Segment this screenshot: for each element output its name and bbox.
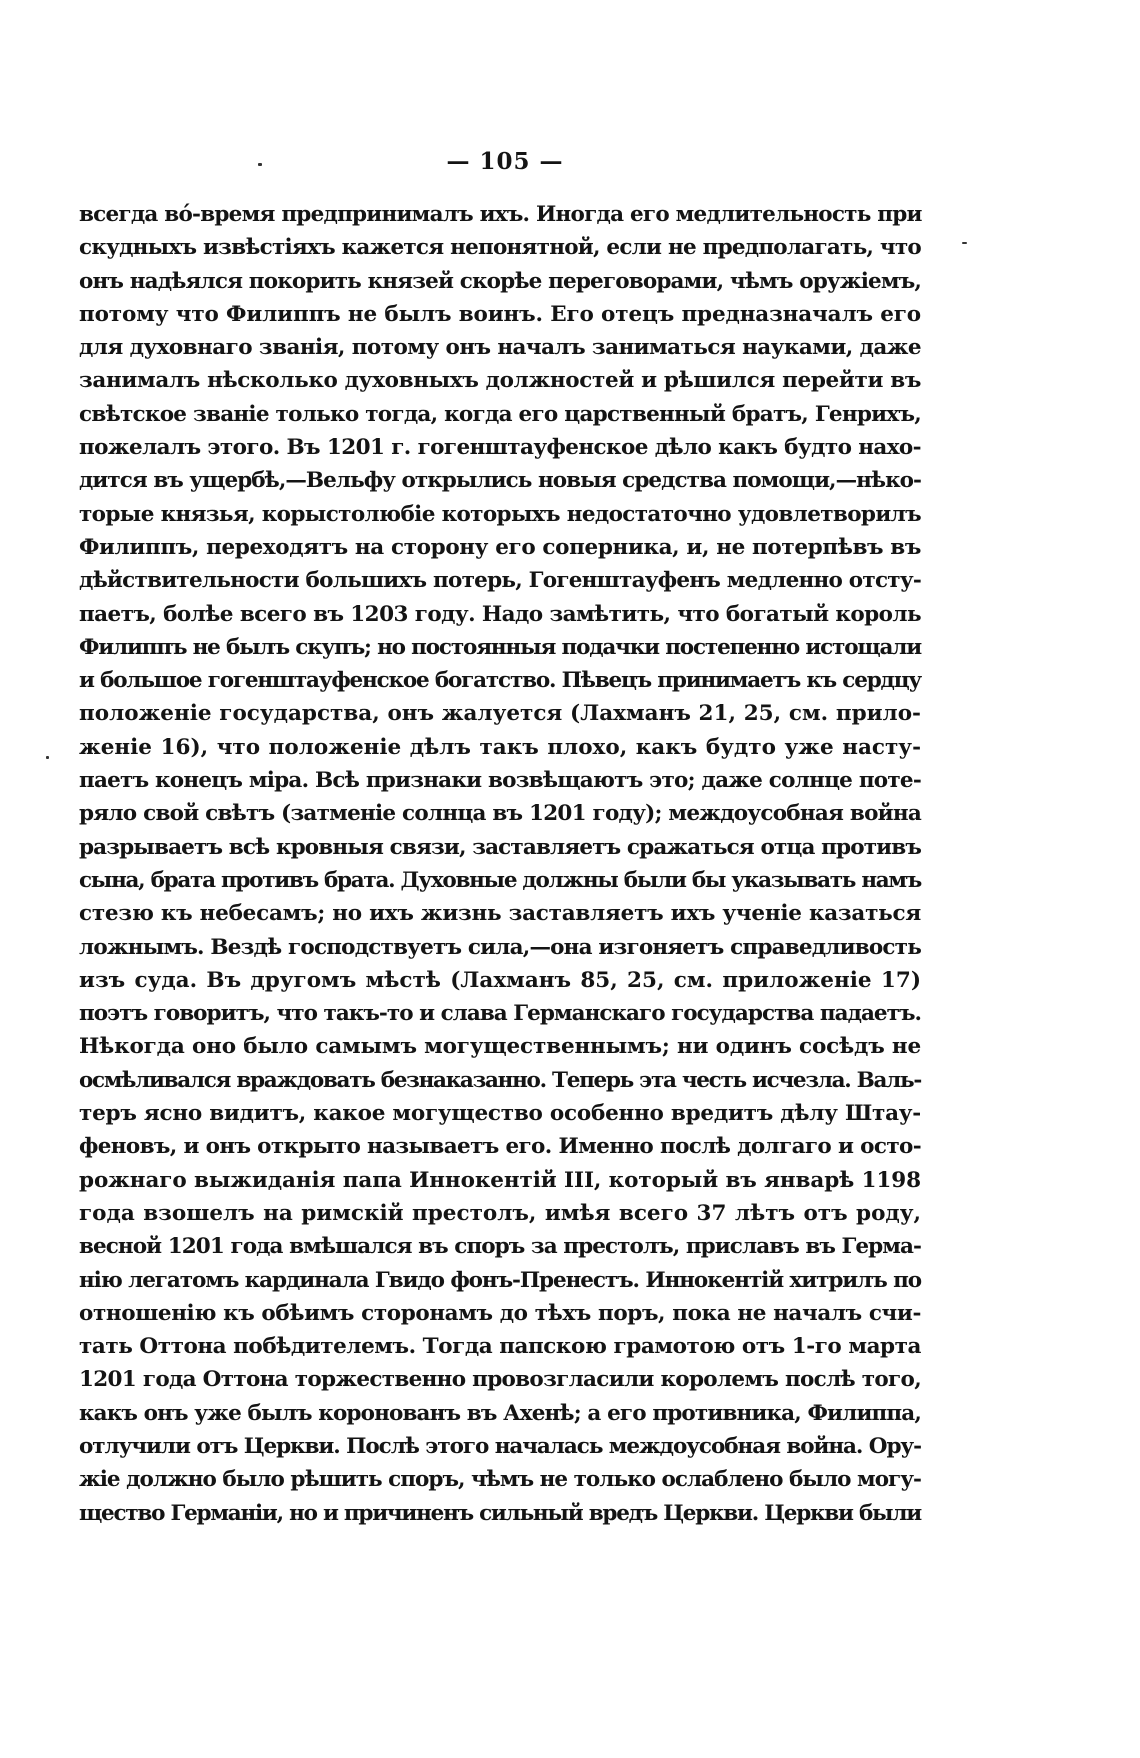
print-speck (962, 242, 967, 244)
text-line: положеніе государства, онъ жалуется (Лахманъ 21, 25, см. прило- (79, 701, 921, 727)
text-line: и большое гогенштауфенское богатство. Пѣвецъ принимаетъ къ сердцу (79, 668, 921, 694)
text-line: дѣйствительности большихъ потерь, Гогенштауфенъ медленно отсту- (79, 568, 922, 594)
text-line: какъ онъ уже былъ коронованъ въ Ахенѣ; а его противника, Филиппа, (79, 1400, 922, 1426)
text-line: для духовнаго званія, потому онъ началъ заниматься науками, даже (79, 335, 921, 361)
text-line: осмѣливался враждовать безнаказанно. Теперь эта честь исчезла. Валь- (79, 1067, 921, 1093)
text-line: тать Оттона побѣдителемъ. Тогда папскою грамотою отъ 1-го марта (79, 1334, 922, 1360)
text-line: года взошелъ на римскій престолъ, имѣя всего 37 лѣтъ отъ роду, (79, 1200, 921, 1226)
text-line: дится въ ущербѣ,—Вельфу открылись новыя средства помощи,—нѣко- (79, 468, 922, 494)
text-line: женіе 16), что положеніе дѣлъ такъ плохо, какъ будто уже насту- (79, 734, 921, 760)
text-line: теръ ясно видитъ, какое могущество особенно вредитъ дѣлу Штау- (79, 1101, 921, 1127)
text-line: Нѣкогда оно было самымъ могущественнымъ; ни одинъ сосѣдъ не (79, 1034, 921, 1060)
text-line: изъ суда. Въ другомъ мѣстѣ (Лахманъ 85, 25, см. приложеніе 17) (79, 967, 921, 993)
text-line: 1201 года Оттона торжественно провозгласили королемъ послѣ того, (79, 1367, 921, 1393)
text-line: пожелалъ этого. Въ 1201 г. гогенштауфенское дѣло какъ будто нахо- (79, 435, 922, 461)
text-line: рожнаго выжиданія папа Иннокентій III, который въ январѣ 1198 (79, 1167, 922, 1193)
text-line: паетъ, болѣе всего въ 1203 году. Надо замѣтить, что богатый король (79, 601, 921, 627)
text-line: занималъ нѣсколько духовныхъ должностей и рѣшился перейти въ (79, 368, 922, 394)
text-line: разрываетъ всѣ кровныя связи, заставляетъ сражаться отца противъ (79, 834, 922, 860)
text-line: отлучили отъ Церкви. Послѣ этого началась междоусобная война. Ору- (79, 1433, 922, 1459)
text-line: Филиппъ не былъ скупъ; но постоянныя подачки постепенно истощали (79, 634, 922, 660)
text-line: феновъ, и онъ открыто называетъ его. Именно послѣ долгаго и осто- (79, 1134, 921, 1160)
text-line: свѣтское званіе только тогда, когда его царственный братъ, Генрихъ, (79, 401, 921, 427)
body-text (79, 198, 921, 1530)
print-speck (258, 163, 262, 166)
page-number: — 105 — (446, 148, 564, 175)
text-line: отношенію къ обѣимъ сторонамъ до тѣхъ поръ, пока не началъ счи- (79, 1300, 921, 1326)
text-line: сына, брата противъ брата. Духовные должны были бы указывать намъ (79, 867, 922, 893)
print-speck (46, 756, 49, 759)
text-line: щество Германіи, но и причиненъ сильный вредъ Церкви. Церкви были (79, 1500, 922, 1526)
text-line: ложнымъ. Вездѣ господствуетъ сила,—она изгоняетъ справедливость (79, 934, 921, 960)
text-line: нію легатомъ кардинала Гвидо фонъ-Пренестъ. Иннокентій хитрилъ по (79, 1267, 921, 1293)
text-line: Филиппъ, переходятъ на сторону его соперника, и, не потерпѣвъ въ (79, 534, 922, 560)
text-line: весной 1201 года вмѣшался въ споръ за престолъ, приславъ въ Герма- (79, 1234, 922, 1260)
text-line: ряло свой свѣтъ (затменіе солнца въ 1201 году); междоусобная война (79, 801, 921, 827)
text-line: онъ надѣялся покорить князей скорѣе переговорами, чѣмъ оружіемъ, (79, 268, 922, 294)
text-line: скудныхъ извѣстіяхъ кажется непонятной, если не предполагать, что (79, 235, 921, 261)
text-line: жіе должно было рѣшить споръ, чѣмъ не только ослаблено было могу- (79, 1467, 921, 1493)
text-line: стезю къ небесамъ; но ихъ жизнь заставляетъ ихъ ученіе казаться (79, 901, 921, 927)
text-line: паетъ конецъ міра. Всѣ признаки возвѣщаютъ это; даже солнце поте- (79, 768, 921, 794)
text-line: всегда во́-время предпринималъ ихъ. Иногда его медлительность при (79, 202, 922, 227)
text-line: торые князья, корыстолюбіе которыхъ недостаточно удовлетворилъ (79, 501, 921, 527)
text-line: поэтъ говоритъ, что такъ-то и слава Германскаго государства падаетъ. (79, 1001, 921, 1027)
text-line: потому что Филиппъ не былъ воинъ. Его отецъ предназначалъ его (79, 301, 921, 327)
